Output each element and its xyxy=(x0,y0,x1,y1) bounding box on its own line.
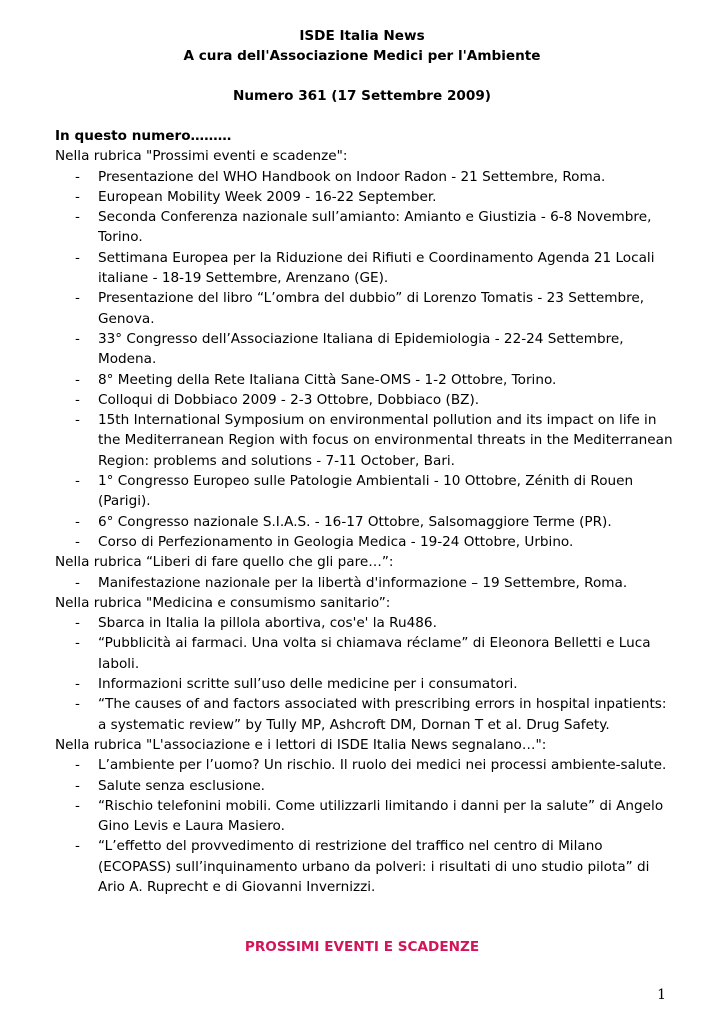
section-items xyxy=(55,167,675,553)
page-number: 1 xyxy=(657,987,666,1003)
list-item xyxy=(55,167,675,187)
list-item-text: Seconda Conferenza nazionale sull’amianto: Amianto e Giustizia - 6-8 Novembre, Torino. xyxy=(98,209,652,246)
dash-bullet: - xyxy=(75,777,80,794)
table-of-contents xyxy=(55,126,675,897)
dash-bullet: - xyxy=(75,412,80,429)
list-item xyxy=(55,836,675,897)
list-item xyxy=(55,370,675,390)
list-item xyxy=(55,532,675,552)
dash-bullet: - xyxy=(75,797,80,814)
list-item-text: L’ambiente per l’uomo? Un rischio. Il ruolo dei medici nei processi ambiente-salute. xyxy=(98,757,667,774)
list-item-text: Manifestazione nazionale per la libertà d'informazione – 19 Settembre, Roma. xyxy=(98,574,628,591)
list-item xyxy=(55,288,675,329)
list-item xyxy=(55,613,675,633)
list-item-text: Colloqui di Dobbiaco 2009 - 2-3 Ottobre, Dobbiaco (BZ). xyxy=(98,391,480,408)
list-item xyxy=(55,796,675,837)
list-item-text: Sbarca in Italia la pillola abortiva, cos'e' la Ru486. xyxy=(98,615,437,632)
newsletter-title: ISDE Italia News xyxy=(299,28,425,44)
dash-bullet: - xyxy=(75,676,80,693)
dash-bullet: - xyxy=(75,249,80,266)
list-item-text: Informazioni scritte sull’uso delle medicine per i consumatori. xyxy=(98,676,518,693)
list-item xyxy=(55,390,675,410)
list-item-text: Settimana Europea per la Riduzione dei Rifiuti e Coordinamento Agenda 21 Locali italiane - 18-19 Settembre, Arenzano (GE). xyxy=(98,249,655,287)
list-item xyxy=(55,207,675,248)
list-item-text: “The causes of and factors associated with prescribing errors in hospital inpatients: a systematic review” by Tully MP, Ashcroft DM, Dornan T et al. Drug Safety. xyxy=(98,696,667,733)
list-item xyxy=(55,755,675,775)
dash-bullet: - xyxy=(75,635,80,652)
section-intro: Nella rubrica “Liberi di fare quello che gli pare…”: xyxy=(55,554,394,571)
list-item-text: 15th International Symposium on environmental pollution and its impact on life in the Mediterranean Region with focus on environmental threats in the Mediterranean Region: problems and solutions - 7-11 October, Bari. xyxy=(98,412,673,469)
list-item xyxy=(55,633,675,674)
list-item xyxy=(55,776,675,796)
dash-bullet: - xyxy=(75,757,80,774)
dash-bullet: - xyxy=(75,533,80,550)
list-item xyxy=(55,410,675,471)
dash-bullet: - xyxy=(75,473,80,490)
list-item-text: 1° Congresso Europeo sulle Patologie Ambientali - 10 Ottobre, Zénith di Rouen (Parigi). xyxy=(98,473,634,510)
section-items xyxy=(55,613,675,735)
list-item-text: 8° Meeting della Rete Italiana Città Sane-OMS - 1-2 Ottobre, Torino. xyxy=(98,371,557,388)
dash-bullet: - xyxy=(75,168,80,185)
list-item-text: Corso di Perfezionamento in Geologia Medica - 19-24 Ottobre, Urbino. xyxy=(98,533,574,550)
section-items xyxy=(55,573,675,593)
list-item-text: European Mobility Week 2009 - 16-22 September. xyxy=(98,188,437,205)
list-item-text: “Pubblicità ai farmaci. Una volta si chiamava réclame” di Eleonora Belletti e Luca Iaboli. xyxy=(98,635,651,672)
dash-bullet: - xyxy=(75,209,80,226)
dash-bullet: - xyxy=(75,574,80,591)
list-item-text: 6° Congresso nazionale S.I.A.S. - 16-17 Ottobre, Salsomaggiore Terme (PR). xyxy=(98,513,612,530)
dash-bullet: - xyxy=(75,615,80,632)
toc-heading: In questo numero……… xyxy=(55,128,232,144)
list-item xyxy=(55,674,675,694)
section-items xyxy=(55,755,675,897)
issue-number: Numero 361 (17 Settembre 2009) xyxy=(232,88,491,104)
list-item xyxy=(55,187,675,207)
dash-bullet: - xyxy=(75,513,80,530)
list-item xyxy=(55,248,675,289)
section-intro: Nella rubrica "Prossimi eventi e scadenze": xyxy=(55,148,348,165)
dash-bullet: - xyxy=(75,188,80,205)
list-item-text: “Rischio telefonini mobili. Come utilizzarli limitando i danni per la salute” di Angelo Gino Levis e Laura Masiero. xyxy=(98,797,664,835)
dash-bullet: - xyxy=(75,371,80,388)
dash-bullet: - xyxy=(75,391,80,408)
list-item-text: Presentazione del libro “L’ombra del dubbio” di Lorenzo Tomatis - 23 Settembre, Genova. xyxy=(98,290,645,327)
list-item-text: Presentazione del WHO Handbook on Indoor Radon - 21 Settembre, Roma. xyxy=(98,168,606,185)
section-intro: Nella rubrica "Medicina e consumismo sanitario”: xyxy=(55,594,391,611)
dash-bullet: - xyxy=(75,696,80,713)
dash-bullet: - xyxy=(75,290,80,307)
dash-bullet: - xyxy=(75,838,80,855)
list-item-text: “L’effetto del provvedimento di restrizione del traffico nel centro di Milano (ECOPASS) sull’inquinamento urbano da polveri: i risultati di uno studio pilota” di Ario A. Ruprecht e di Giovanni Invernizzi. xyxy=(98,838,650,895)
section-heading: PROSSIMI EVENTI E SCADENZE xyxy=(244,939,480,955)
list-item-text: Salute senza esclusione. xyxy=(98,777,266,794)
list-item xyxy=(55,694,675,735)
list-item-text: 33° Congresso dell’Associazione Italiana di Epidemiologia - 22-24 Settembre, Modena. xyxy=(98,330,624,368)
list-item xyxy=(55,329,675,370)
newsletter-subtitle: A cura dell'Associazione Medici per l'Ambiente xyxy=(183,48,541,64)
list-item xyxy=(55,512,675,532)
list-item xyxy=(55,471,675,512)
dash-bullet: - xyxy=(75,330,80,347)
section-intro: Nella rubrica "L'associazione e i lettori di ISDE Italia News segnalano…": xyxy=(55,736,547,753)
list-item xyxy=(55,573,675,593)
